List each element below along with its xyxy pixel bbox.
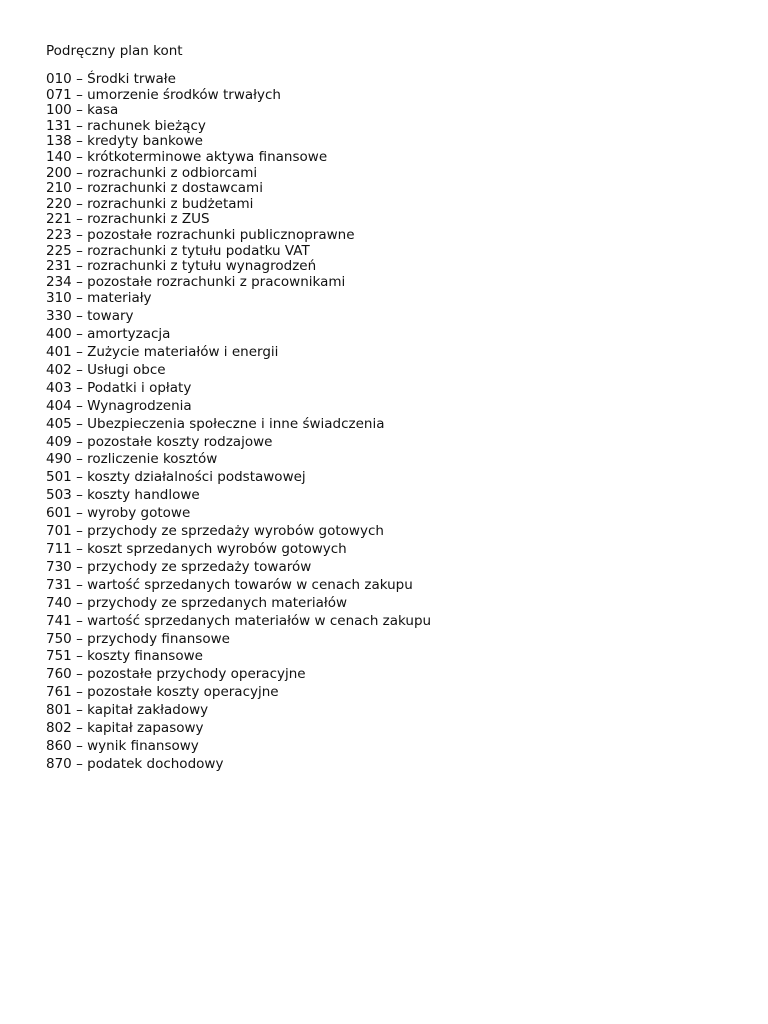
account-code: 221	[46, 211, 72, 228]
account-code: 740	[46, 594, 72, 611]
account-code: 140	[46, 148, 72, 165]
account-row: 401 – Zużycie materiałów i energii	[46, 344, 279, 361]
account-code: 138	[46, 133, 72, 150]
account-row: 223 – pozostałe rozrachunki publicznoprawne	[46, 226, 355, 243]
account-code: 223	[46, 226, 72, 243]
account-name: rozrachunki z odbiorcami	[87, 164, 258, 181]
account-name: pozostałe rozrachunki z pracownikami	[87, 273, 346, 290]
account-row: 100 – kasa	[46, 102, 119, 119]
account-row: 501 – koszty działalności podstawowej	[46, 469, 306, 486]
account-name: kasa	[87, 102, 119, 119]
account-name: rozrachunki z ZUS	[87, 211, 210, 228]
account-row: 131 – rachunek bieżący	[46, 117, 206, 134]
account-name: rozrachunki z dostawcami	[87, 180, 263, 197]
account-name: przychody finansowe	[87, 630, 230, 647]
account-name: Podatki i opłaty	[87, 379, 192, 396]
page-title: Podręczny plan kont	[46, 43, 183, 59]
account-code: 711	[46, 541, 72, 557]
account-code: 405	[46, 415, 72, 432]
account-name: rozrachunki z tytułu wynagrodzeń	[87, 258, 317, 275]
account-code: 234	[46, 273, 72, 290]
account-code: 701	[46, 523, 72, 540]
account-name: przychody ze sprzedanych materiałów	[87, 594, 348, 611]
account-row: 802 – kapitał zapasowy	[46, 720, 204, 737]
account-name: amortyzacja	[87, 326, 171, 343]
account-row: 400 – amortyzacja	[46, 326, 171, 343]
account-row: 071 – umorzenie środków trwałych	[46, 86, 281, 103]
account-name: rozliczenie kosztów	[87, 451, 218, 468]
account-code: 860	[46, 737, 72, 754]
account-row: 860 – wynik finansowy	[46, 737, 199, 754]
account-row: 403 – Podatki i opłaty	[46, 379, 192, 396]
account-row: 234 – pozostałe rozrachunki z pracownikami	[46, 273, 346, 290]
account-name: pozostałe przychody operacyjne	[87, 666, 306, 683]
account-code: 220	[46, 195, 72, 212]
account-code: 210	[46, 180, 72, 197]
account-row: 330 – towary	[46, 308, 134, 325]
account-row: 503 – koszty handlowe	[46, 487, 200, 504]
account-row: 870 – podatek dochodowy	[46, 755, 224, 772]
account-name: koszt sprzedanych wyrobów gotowych	[87, 541, 347, 557]
account-code: 750	[46, 630, 72, 647]
account-row: 750 – przychody finansowe	[46, 630, 230, 647]
account-row: 730 – przychody ze sprzedaży towarów	[46, 558, 312, 575]
account-name: umorzenie środków trwałych	[87, 86, 281, 103]
account-name: rachunek bieżący	[87, 117, 206, 134]
account-code: 409	[46, 433, 72, 450]
account-code: 403	[46, 379, 72, 396]
account-row: 751 – koszty finansowe	[46, 648, 203, 665]
account-code: 490	[46, 451, 72, 468]
account-name: pozostałe koszty rodzajowe	[87, 433, 273, 450]
account-row: 402 – Usługi obce	[46, 361, 166, 378]
account-name: Zużycie materiałów i energii	[87, 344, 279, 361]
account-name: pozostałe rozrachunki publicznoprawne	[87, 226, 355, 243]
account-code: 503	[46, 487, 72, 504]
account-row: 740 – przychody ze sprzedanych materiałów	[46, 594, 348, 611]
account-row: 801 – kapitał zakładowy	[46, 702, 209, 719]
account-name: wyroby gotowe	[87, 505, 191, 522]
account-code: 760	[46, 666, 72, 683]
account-row: 210 – rozrachunki z dostawcami	[46, 180, 263, 197]
account-code: 501	[46, 469, 72, 486]
account-code: 330	[46, 308, 72, 325]
account-code: 402	[46, 361, 72, 378]
account-row: 200 – rozrachunki z odbiorcami	[46, 164, 258, 181]
account-row: 741 – wartość sprzedanych materiałów w cenach zakupu	[46, 612, 432, 629]
account-name: krótkoterminowe aktywa finansowe	[87, 148, 328, 165]
account-name: towary	[87, 308, 134, 325]
account-row: 140 – krótkoterminowe aktywa finansowe	[46, 148, 328, 165]
account-name: podatek dochodowy	[87, 755, 224, 772]
account-code: 731	[46, 576, 72, 593]
account-code: 231	[46, 258, 72, 275]
account-name: rozrachunki z tytułu podatku VAT	[87, 242, 310, 259]
account-name: koszty działalności podstawowej	[87, 469, 306, 486]
account-code: 741	[46, 612, 72, 629]
account-name: kredyty bankowe	[87, 133, 203, 150]
account-row: 490 – rozliczenie kosztów	[46, 451, 218, 468]
account-name: rozrachunki z budżetami	[87, 195, 254, 212]
account-code: 310	[46, 290, 72, 307]
account-name: Usługi obce	[87, 361, 166, 378]
account-row: 701 – przychody ze sprzedaży wyrobów gotowych	[46, 523, 384, 540]
account-code: 200	[46, 164, 72, 181]
account-name: przychody ze sprzedaży towarów	[87, 558, 312, 575]
account-row: 010 – Środki trwałe	[46, 71, 176, 87]
account-row: 405 – Ubezpieczenia społeczne i inne świadczenia	[46, 415, 385, 432]
account-code: 400	[46, 326, 72, 343]
account-name: materiały	[87, 290, 152, 307]
account-row: 409 – pozostałe koszty rodzajowe	[46, 433, 273, 450]
account-name: kapitał zakładowy	[87, 702, 209, 719]
account-row: 310 – materiały	[46, 290, 152, 307]
account-row: 761 – pozostałe koszty operacyjne	[46, 684, 279, 701]
account-row: 601 – wyroby gotowe	[46, 505, 191, 522]
account-code: 730	[46, 558, 72, 575]
account-row: 760 – pozostałe przychody operacyjne	[46, 666, 306, 683]
account-code: 802	[46, 720, 72, 737]
account-code: 601	[46, 505, 72, 522]
account-row: 404 – Wynagrodzenia	[46, 397, 192, 414]
account-code: 131	[46, 117, 72, 134]
account-name: przychody ze sprzedaży wyrobów gotowych	[87, 523, 384, 540]
account-name: wynik finansowy	[87, 737, 199, 754]
account-row: 225 – rozrachunki z tytułu podatku VAT	[46, 242, 310, 259]
account-list	[46, 72, 431, 774]
account-row: 231 – rozrachunki z tytułu wynagrodzeń	[46, 258, 317, 275]
account-row: 711 – koszt sprzedanych wyrobów gotowych	[46, 541, 347, 557]
account-name: wartość sprzedanych materiałów w cenach zakupu	[87, 612, 432, 629]
account-name: kapitał zapasowy	[87, 720, 204, 737]
account-name: wartość sprzedanych towarów w cenach zakupu	[87, 576, 413, 593]
account-code: 751	[46, 648, 72, 665]
account-name: koszty handlowe	[87, 487, 200, 504]
account-code: 401	[46, 344, 72, 361]
account-name: pozostałe koszty operacyjne	[87, 684, 279, 701]
account-name: Środki trwałe	[87, 71, 176, 87]
account-code: 010	[46, 71, 72, 87]
account-name: Wynagrodzenia	[87, 397, 192, 414]
account-code: 404	[46, 397, 72, 414]
account-row: 731 – wartość sprzedanych towarów w cenach zakupu	[46, 576, 413, 593]
account-row: 138 – kredyty bankowe	[46, 133, 203, 150]
account-code: 100	[46, 102, 72, 119]
account-code: 225	[46, 242, 72, 259]
account-code: 801	[46, 702, 72, 719]
account-code: 071	[46, 86, 72, 103]
account-row: 220 – rozrachunki z budżetami	[46, 195, 254, 212]
account-name: Ubezpieczenia społeczne i inne świadczenia	[87, 415, 385, 432]
account-code: 870	[46, 755, 72, 772]
account-row: 221 – rozrachunki z ZUS	[46, 211, 210, 228]
account-name: koszty finansowe	[87, 648, 203, 665]
account-code: 761	[46, 684, 72, 701]
